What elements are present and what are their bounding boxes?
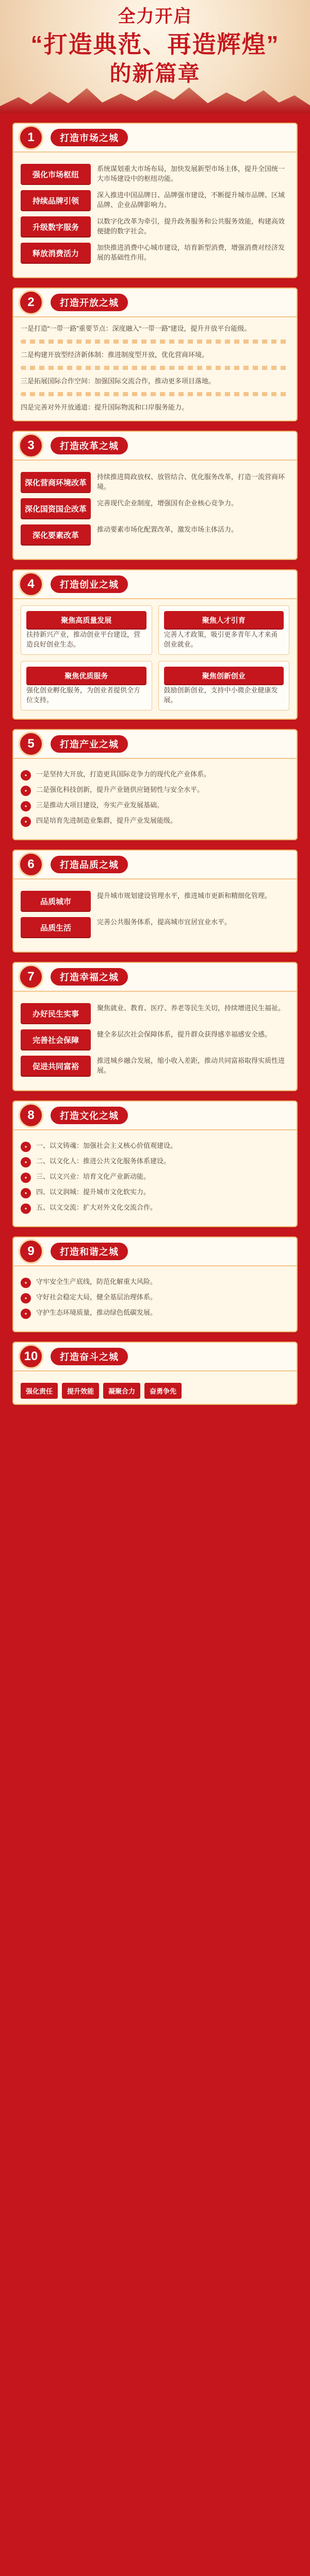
section-header [13, 289, 297, 317]
section-header [13, 1343, 297, 1371]
subsection-text: 持续推进简政放权、放管结合、优化服务改革，打造一流营商环境。 [97, 473, 285, 490]
list-item [21, 816, 289, 827]
subsection [21, 917, 289, 938]
subsection-text: 完善公共服务体系，提高城市宜居宜业水平。 [97, 918, 232, 926]
bullet-icon: • [21, 817, 31, 827]
info-card [21, 605, 152, 655]
subsection-tag: 品质城市 [21, 891, 91, 912]
badge-row [21, 1383, 289, 1399]
section-header [13, 963, 297, 992]
content-wrapper [0, 113, 310, 1405]
section-body [13, 1130, 297, 1226]
section-title: 打造产业之城 [51, 735, 128, 753]
bullet-list [21, 1277, 289, 1319]
subsection-tag: 深化要素改革 [21, 524, 91, 546]
section-body [13, 879, 297, 952]
list-item [21, 1172, 289, 1183]
card-tag: 聚焦创新创业 [164, 667, 284, 685]
list-item-text: 四、以文润城：提升城市文化软实力。 [36, 1188, 151, 1196]
hero-banner [0, 0, 310, 113]
section-title: 打造品质之城 [51, 856, 128, 873]
badge: 提升效能 [62, 1383, 99, 1399]
section-number: 1 [19, 125, 43, 150]
section-title: 打造改革之城 [51, 437, 128, 454]
section-number: 4 [19, 572, 43, 597]
section-body [13, 1266, 297, 1331]
list-item-text: 三是推动大项目建设，夯实产业发展基础。 [36, 801, 164, 809]
list-item-text: 守牢安全生产底线，防范化解重大风险。 [36, 1278, 157, 1285]
bullet-list [21, 769, 289, 827]
section-body [13, 599, 297, 719]
list-item [21, 1187, 289, 1198]
subsection [21, 190, 289, 211]
badge: 奋勇争先 [144, 1383, 182, 1399]
list-item-text: 三、以文兴业：培育文化产业新动能。 [36, 1173, 151, 1180]
subsection-text: 加快推进消费中心城市建设，培育新型消费，增强消费对经济发展的基础性作用。 [97, 244, 285, 261]
list-item-text: 一、以文铸魂：加强社会主义核心价值观建设。 [36, 1142, 177, 1149]
card-text: 强化创业孵化服务，为创业者提供全方位支持。 [26, 686, 141, 704]
divider [21, 392, 289, 396]
subsection-text: 聚焦就业、教育、医疗、养老等民生关切，持续增进民生福祉。 [97, 1004, 285, 1012]
list-item [21, 1292, 289, 1303]
list-item [21, 1202, 289, 1214]
section-header [13, 124, 297, 152]
hero-title-line-2: “打造典范、再造辉煌” [30, 31, 280, 58]
section-title: 打造奋斗之城 [51, 1348, 128, 1365]
section-10 [12, 1342, 298, 1405]
subsection-text: 推进城乡融合发展，缩小收入差距，推动共同富裕取得实质性进展。 [97, 1057, 285, 1074]
hero-title-line-3: 的新篇章 [109, 61, 201, 86]
list-item-text: 一是坚持大开放，打造更具国际竞争力的现代化产业体系。 [36, 770, 211, 778]
bullet-icon: • [21, 801, 31, 811]
section-number: 5 [19, 732, 43, 756]
section-title: 打造开放之城 [51, 294, 128, 311]
info-card [21, 661, 152, 710]
section-paragraph: 三是拓展国际合作空间：加强国际交流合作，推动更多项目落地。 [21, 377, 216, 385]
subsection-tag: 促进共同富裕 [21, 1056, 91, 1077]
divider [21, 366, 289, 370]
subsection-tag: 完善社会保障 [21, 1029, 91, 1050]
section-number: 10 [19, 1344, 43, 1369]
bullet-icon: • [21, 1188, 31, 1198]
section-paragraph: 四是完善对外开放通道：提升国际物流和口岸服务能力。 [21, 403, 189, 411]
section-header [13, 1238, 297, 1266]
section-title: 打造和谐之城 [51, 1243, 128, 1260]
section-paragraph: 一是打造“一带一路”重要节点：深度融入“一带一路”建设，提升开放平台能级。 [21, 325, 251, 332]
subsection-tag: 升级数字服务 [21, 216, 91, 238]
list-item-text: 四是培育先进制造业集群，提升产业发展能级。 [36, 817, 177, 824]
subsection-text: 推动要素市场化配置改革，激发市场主体活力。 [97, 526, 238, 533]
bullet-icon: • [21, 770, 31, 781]
subsection-tag: 释放消费活力 [21, 243, 91, 264]
section-header [13, 851, 297, 879]
bullet-icon: • [21, 1142, 31, 1152]
list-item [21, 769, 289, 781]
bullet-icon: • [21, 1293, 31, 1303]
section-number: 2 [19, 290, 43, 315]
section-paragraph: 二是构建开放型经济新体制：推进制度型开放，优化营商环境。 [21, 351, 209, 359]
card-text: 完善人才政策，吸引更多青年人才来甬创业就业。 [164, 631, 278, 648]
card-tag: 聚焦人才引育 [164, 611, 284, 630]
section-4 [12, 569, 298, 720]
card-text: 扶持新兴产业，推动创业平台建设，营造良好创业生态。 [26, 631, 141, 648]
list-item [21, 1308, 289, 1319]
subsection-text: 提升城市规划建设管理水平，推进城市更新和精细化管理。 [97, 892, 272, 900]
section-body [13, 992, 297, 1090]
badge: 凝聚合力 [103, 1383, 140, 1399]
section-number: 8 [19, 1103, 43, 1128]
subsection [21, 1029, 289, 1050]
list-item-text: 五、以文交流：扩大对外文化交流合作。 [36, 1204, 157, 1211]
subsection [21, 1003, 289, 1024]
subsection-tag: 品质生活 [21, 917, 91, 938]
subsection [21, 243, 289, 264]
subsection [21, 216, 289, 238]
section-body [13, 152, 297, 277]
subsection-text: 健全多层次社会保障体系，提升群众获得感幸福感安全感。 [97, 1030, 272, 1038]
list-item-text: 守护生态环境质量，推动绿色低碳发展。 [36, 1309, 157, 1316]
subsection-tag: 深化国资国企改革 [21, 498, 91, 519]
hero-title-line-1: 全力开启 [118, 7, 192, 26]
section-header [13, 1101, 297, 1130]
badge: 强化责任 [21, 1383, 58, 1399]
subsection-text: 深入推进中国品牌日、品牌强市建设，不断提升城市品牌、区域品牌、企业品牌影响力。 [97, 191, 285, 209]
subsection-tag: 深化营商环境改革 [21, 472, 91, 493]
subsection-text: 系统谋划重大市场布局，加快发展新型市场主体，提升全国统一大市场建设中的枢纽功能。 [97, 165, 285, 182]
section-header [13, 570, 297, 599]
section-5 [12, 729, 298, 840]
section-title: 打造市场之城 [51, 129, 128, 146]
subsection [21, 472, 289, 493]
subsection-text: 以数字化改革为牵引，提升政务服务和公共服务效能，构建高效便捷的数字社会。 [97, 217, 285, 235]
section-title: 打造创业之城 [51, 575, 128, 593]
bullet-list [21, 1141, 289, 1214]
section-body [13, 759, 297, 839]
bullet-icon: • [21, 1204, 31, 1214]
list-item [21, 1277, 289, 1288]
list-item [21, 1141, 289, 1152]
bullet-icon: • [21, 1157, 31, 1167]
section-6 [12, 850, 298, 953]
section-body [13, 461, 297, 559]
subsection-text: 完善现代企业制度，增强国有企业核心竞争力。 [97, 499, 238, 507]
card-grid [21, 605, 289, 710]
section-9 [12, 1236, 298, 1332]
card-tag: 聚焦优质服务 [26, 667, 146, 685]
bullet-icon: • [21, 786, 31, 796]
list-item-text: 二、以文化人：推进公共文化服务体系建设。 [36, 1157, 171, 1165]
info-card [158, 605, 290, 655]
info-card [158, 661, 290, 710]
section-body [13, 1371, 297, 1404]
section-2 [12, 287, 298, 421]
bullet-icon: • [21, 1309, 31, 1319]
section-number: 7 [19, 964, 43, 989]
section-7 [12, 962, 298, 1091]
section-3 [12, 431, 298, 560]
section-number: 3 [19, 433, 43, 458]
list-item [21, 1156, 289, 1167]
list-item-text: 守好社会稳定大局，健全基层治理体系。 [36, 1293, 157, 1301]
section-title: 打造文化之城 [51, 1107, 128, 1124]
list-item [21, 800, 289, 811]
divider [21, 340, 289, 344]
list-item [21, 785, 289, 796]
bullet-icon: • [21, 1173, 31, 1183]
section-title: 打造幸福之城 [51, 968, 128, 986]
card-tag: 聚焦高质量发展 [26, 611, 146, 630]
section-body [13, 317, 297, 420]
section-header [13, 432, 297, 461]
subsection [21, 498, 289, 519]
subsection [21, 891, 289, 912]
section-number: 9 [19, 1239, 43, 1264]
list-item-text: 二是强化科技创新，提升产业链供应链韧性与安全水平。 [36, 786, 204, 793]
subsection [21, 524, 289, 546]
subsection-tag: 持续品牌引领 [21, 190, 91, 211]
bullet-icon: • [21, 1278, 31, 1288]
section-header [13, 730, 297, 759]
subsection [21, 1056, 289, 1077]
section-8 [12, 1100, 298, 1227]
subsection-tag: 强化市场枢纽 [21, 164, 91, 185]
subsection [21, 164, 289, 185]
card-text: 鼓励创新创业，支持中小微企业健康发展。 [164, 686, 278, 704]
section-number: 6 [19, 852, 43, 877]
section-1 [12, 123, 298, 278]
subsection-tag: 办好民生实事 [21, 1003, 91, 1024]
